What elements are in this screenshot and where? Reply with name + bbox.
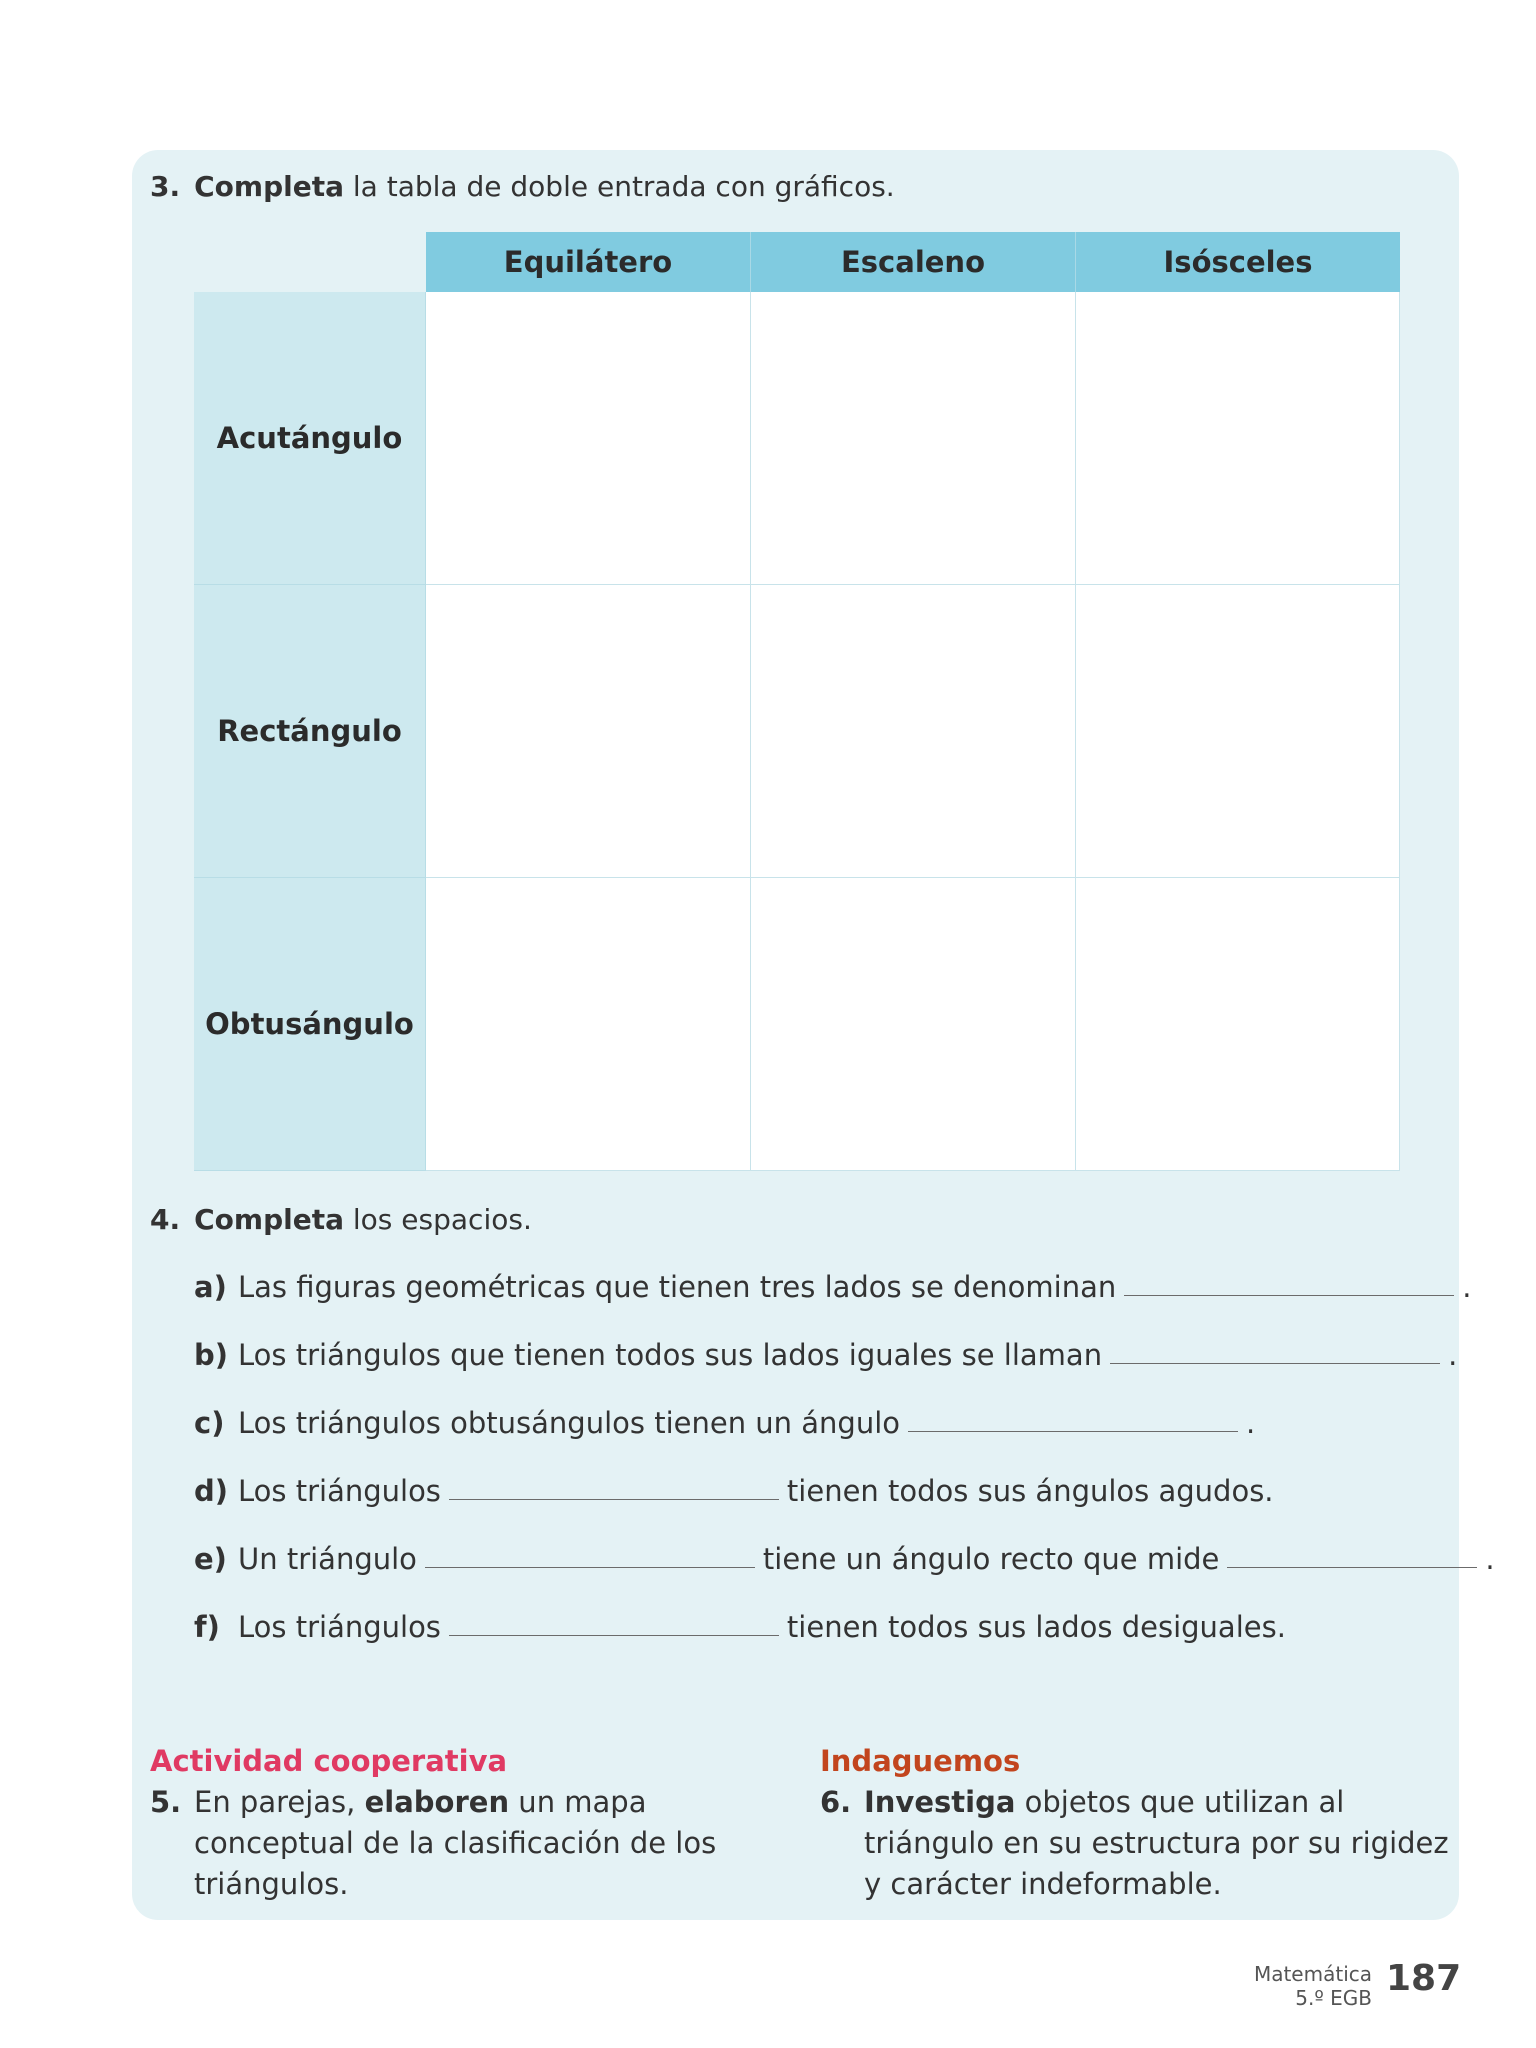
cooperative-heading: Actividad cooperativa <box>150 1744 508 1778</box>
column-header-isosceles: Isósceles <box>1076 232 1400 292</box>
table-cell[interactable] <box>751 878 1076 1171</box>
item-label: b) <box>194 1338 229 1372</box>
table-cell[interactable] <box>1076 878 1400 1171</box>
q5-verb: elaboren <box>364 1785 510 1819</box>
q5-post: un mapa conceptual de la clasificación de los triángulos. <box>194 1785 717 1901</box>
column-header-escaleno: Escaleno <box>751 232 1076 292</box>
q5-pre: En parejas, <box>194 1785 365 1819</box>
answer-blank[interactable] <box>1227 1566 1477 1568</box>
item-text-2: tienen todos sus lados desiguales. <box>786 1610 1286 1644</box>
answer-blank[interactable] <box>449 1634 779 1636</box>
q6-post: objetos que utilizan al triángulo en su estructura por su rigidez y carácter indeformable. <box>864 1785 1449 1901</box>
item-text: Las figuras geométricas que tienen tres lados se denominan <box>238 1270 1117 1304</box>
item-text: Los triángulos <box>238 1610 441 1644</box>
page-number: 187 <box>1386 1958 1462 1999</box>
column-header-equilatero: Equilátero <box>426 232 751 292</box>
item-end: . <box>1485 1542 1495 1576</box>
instruction-verb: Completa <box>194 1203 344 1236</box>
instruction-verb: Completa <box>194 170 344 203</box>
item-label: e) <box>194 1542 227 1576</box>
item-text-2: tienen todos sus ángulos agudos. <box>786 1474 1274 1508</box>
q6-verb: Investiga <box>864 1785 1016 1819</box>
grade-label: 5.º EGB <box>1295 1986 1372 2010</box>
table-cell[interactable] <box>426 585 751 878</box>
item-text: Los triángulos que tienen todos sus lados iguales se llaman <box>238 1338 1103 1372</box>
instruction-text: los espacios. <box>344 1203 532 1236</box>
item-label: d) <box>194 1474 229 1508</box>
question-6 <box>820 1782 1454 1905</box>
research-heading: Indaguemos <box>820 1744 1021 1778</box>
item-f <box>194 1610 1286 1644</box>
item-end: . <box>1246 1406 1256 1440</box>
item-text-2: tiene un ángulo recto que mide <box>762 1542 1220 1576</box>
question-4-title <box>150 1203 532 1236</box>
item-text: Un triángulo <box>238 1542 417 1576</box>
table-cell[interactable] <box>426 292 751 585</box>
question-number: 4. <box>150 1203 181 1236</box>
table-cell[interactable] <box>751 585 1076 878</box>
question-5 <box>150 1782 784 1905</box>
item-label: f) <box>194 1610 220 1644</box>
answer-blank[interactable] <box>425 1566 755 1568</box>
row-header-obtusangulo: Obtusángulo <box>194 878 426 1171</box>
answer-blank[interactable] <box>1124 1294 1454 1296</box>
item-text: Los triángulos obtusángulos tienen un ángulo <box>238 1406 901 1440</box>
item-text: Los triángulos <box>238 1474 441 1508</box>
question-3-title <box>150 170 895 203</box>
instruction-text: la tabla de doble entrada con gráficos. <box>344 170 895 203</box>
question-number: 5. <box>150 1785 182 1819</box>
table-cell[interactable] <box>1076 585 1400 878</box>
item-label: a) <box>194 1270 227 1304</box>
table-cell[interactable] <box>426 878 751 1171</box>
item-label: c) <box>194 1406 225 1440</box>
answer-blank[interactable] <box>908 1430 1238 1432</box>
subject-name: Matemática <box>1253 1962 1372 1986</box>
answer-blank[interactable] <box>1110 1362 1440 1364</box>
item-b <box>194 1338 1457 1372</box>
row-header-acutangulo: Acutángulo <box>194 292 426 585</box>
footer-subject <box>1200 1962 1372 2010</box>
answer-blank[interactable] <box>449 1498 779 1500</box>
question-number: 3. <box>150 170 181 203</box>
row-header-rectangulo: Rectángulo <box>194 585 426 878</box>
item-c <box>194 1406 1255 1440</box>
item-e <box>194 1542 1495 1576</box>
table-cell[interactable] <box>751 292 1076 585</box>
question-number: 6. <box>820 1785 852 1819</box>
table-cell[interactable] <box>1076 292 1400 585</box>
item-d <box>194 1474 1274 1508</box>
item-end: . <box>1448 1338 1458 1372</box>
item-a <box>194 1270 1471 1304</box>
item-end: . <box>1462 1270 1472 1304</box>
